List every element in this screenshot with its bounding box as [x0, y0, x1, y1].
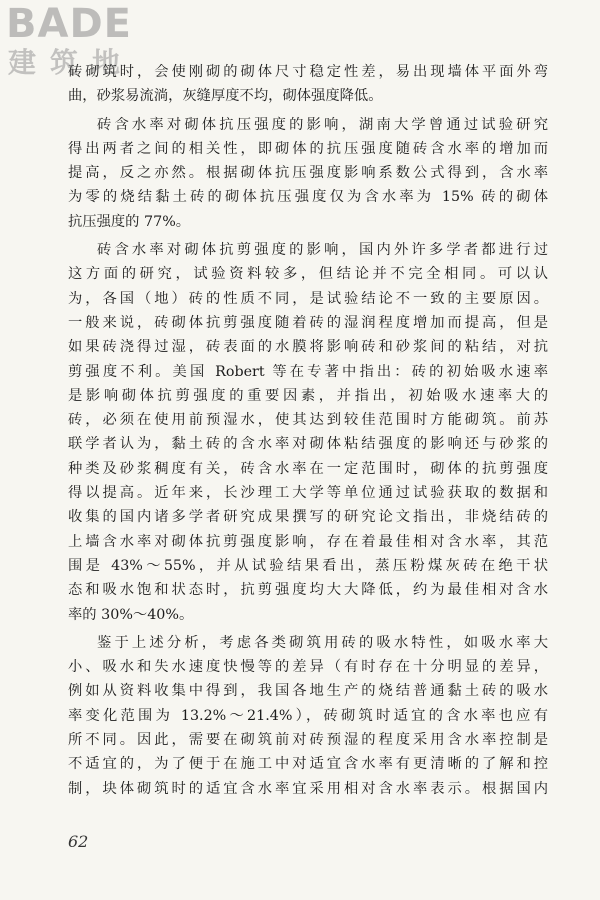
text-line: 上墙含水率对砌体抗剪强度影响，存在着最佳相对含水率，其范 — [68, 533, 548, 550]
text-line: 为，各国（地）砖的性质不同，是试验结论不一致的主要原因。 — [68, 290, 548, 307]
paragraph — [68, 60, 548, 109]
paragraph — [68, 113, 548, 234]
text-line: 砖砌筑时，会使刚砌的砌体尺寸稳定性差，易出现墙体平面外弯 — [68, 64, 548, 80]
text-line: 是影响砌体抗剪强度的重要因素，并指出，初始吸水速率大的 — [68, 387, 548, 404]
body-text — [68, 60, 548, 801]
page-number: 62 — [68, 832, 89, 851]
text-line: 率变化范围为 13.2%～21.4%），砖砌筑时适宜的含水率也应有 — [68, 707, 548, 724]
text-line: 如果砖浇得过湿，砖表面的水膜将影响砖和砂浆间的粘结，对抗 — [68, 339, 548, 356]
text-line: 种类及砂浆稠度有关，砖含水率在一定范围时，砌体的抗剪强度 — [68, 460, 548, 477]
text-line: 例如从资料收集中得到，我国各地生产的烧结普通黏土砖的吸水 — [68, 683, 548, 700]
text-line: 为零的烧结黏土砖的砌体抗压强度仅为含水率为 15% 砖的砌体 — [68, 189, 548, 206]
text-line: 曲，砂浆易流淌，灰缝厚度不均，砌体强度降低。 — [68, 88, 383, 105]
text-line: 收集的国内诸多学者研究成果撰写的研究论文指出，非烧结砖的 — [68, 509, 548, 526]
text-line: 这方面的研究，试验资料较多，但结论并不完全相同。可以认 — [68, 266, 548, 283]
paragraph — [68, 238, 548, 627]
text-line: 砖，必须在使用前预湿水，使其达到较佳范围时方能砌筑。前苏 — [68, 412, 548, 429]
text-line: 围是 43%～55%，并从试验结果看出，蒸压粉煤灰砖在绝干状 — [68, 557, 548, 574]
text-line: 剪强度不利。美国 Robert 等在专著中指出：砖的初始吸水速率 — [68, 363, 548, 380]
text-line: 鉴于上述分析，考虑各类砌筑用砖的吸水特性，如吸水率大 — [97, 634, 548, 651]
watermark-sub-text: 建筑地 — [8, 46, 135, 79]
text-line: 提高，反之亦然。根据砌体抗压强度影响系数公式得到，含水率 — [68, 165, 548, 182]
text-line: 砖含水率对砌体抗剪强度的影响，国内外许多学者都进行过 — [97, 242, 548, 259]
text-line: 率的 30%～40%。 — [68, 606, 194, 623]
watermark-logo-text: BADE — [6, 1, 132, 47]
text-line: 砖含水率对砌体抗压强度的影响，湖南大学曾通过试验研究 — [97, 116, 548, 133]
text-line: 联学者认为，黏土砖的含水率对砌体粘结强度的影响还与砂浆的 — [68, 436, 548, 453]
text-line: 制，块体砌筑时的适宜含水率宜采用相对含水率表示。根据国内 — [68, 780, 548, 797]
text-line: 不适宜的，为了便于在施工中对适宜含水率有更清晰的了解和控 — [68, 756, 548, 773]
text-line: 态和吸水饱和状态时，抗剪强度均大大降低，约为最佳相对含水 — [68, 582, 548, 599]
paragraph — [68, 631, 548, 801]
text-line: 抗压强度的 77%。 — [68, 213, 191, 230]
text-line: 得以提高。近年来，长沙理工大学等单位通过试验获取的数据和 — [68, 485, 548, 502]
text-line: 所不同。因此，需要在砌筑前对砖预湿的程度采用含水率控制是 — [68, 732, 548, 749]
text-line: 一般来说，砖砌体抗剪强度随着砖的湿润程度增加而提高，但是 — [68, 314, 548, 331]
text-line: 小、吸水和失水速度快慢等的差异（有时存在十分明显的差异， — [68, 659, 548, 676]
text-line: 得出两者之间的相关性，即砌体的抗压强度随砖含水率的增加而 — [68, 140, 548, 157]
